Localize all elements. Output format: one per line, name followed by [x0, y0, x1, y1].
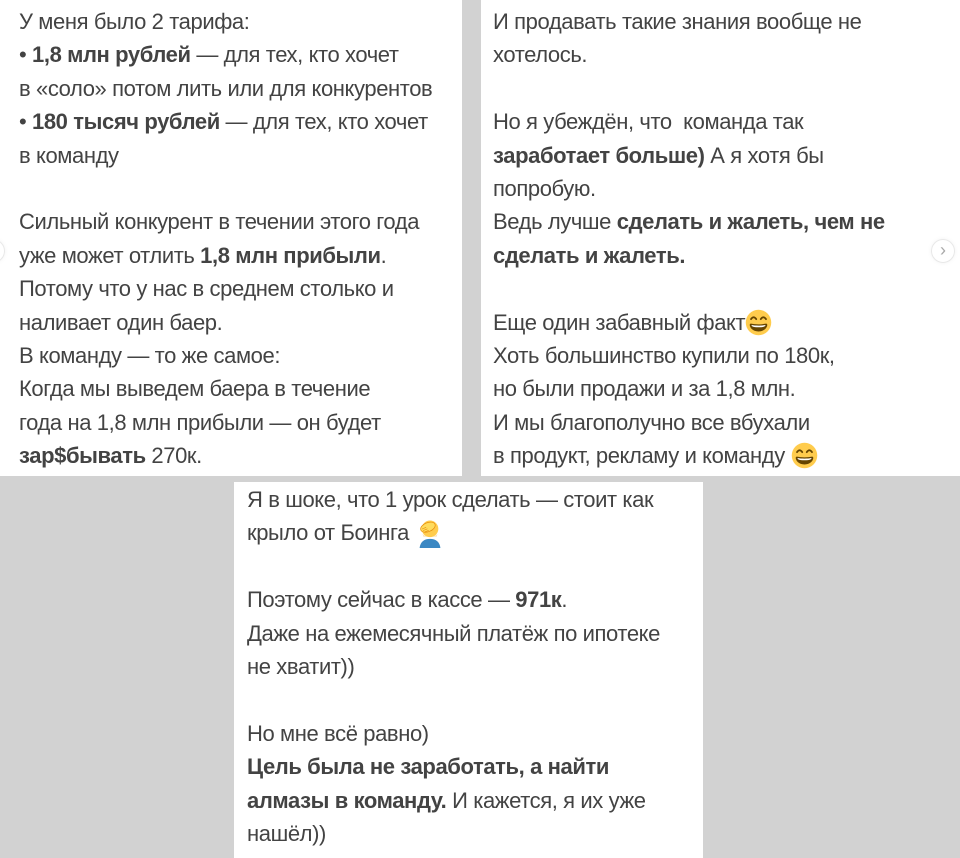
- text-line: [493, 38, 960, 71]
- text-run: наливает один баер.: [19, 309, 223, 335]
- text-line: [493, 306, 960, 339]
- text-run: но были продажи и за 1,8 млн.: [493, 376, 796, 402]
- text-run: нашёл)): [247, 820, 326, 846]
- text-run: .: [561, 587, 568, 613]
- text-line: [493, 439, 960, 472]
- text-line: [19, 38, 462, 71]
- bold-text-run: 180 тысяч рублей: [32, 109, 220, 135]
- text-line: [247, 750, 703, 783]
- text-run: Даже на ежемесячный платёж по ипотеке: [247, 620, 660, 646]
- top-right-text-block: [481, 0, 960, 472]
- screenshot-card-bottom: [234, 482, 703, 858]
- bold-text-run: зар$бывать: [19, 443, 146, 469]
- text-run: в «соло» потом лить или для конкурентов: [19, 75, 433, 101]
- text-line: [493, 105, 960, 138]
- text-run: в команду: [19, 142, 119, 168]
- text-run: не хватит)): [247, 653, 355, 679]
- text-line: [19, 172, 462, 205]
- chevron-right-icon: ›: [940, 240, 946, 260]
- text-line: [19, 439, 462, 472]
- text-line: [493, 172, 960, 205]
- screenshot-card-top-right: [481, 0, 960, 476]
- text-run: Я в шоке, что 1 урок сделать — стоит как: [247, 487, 654, 512]
- text-line: [247, 717, 703, 750]
- text-line: [19, 72, 462, 105]
- text-run: У меня было 2 тарифа:: [19, 9, 250, 34]
- bold-text-run: заработает больше): [493, 142, 705, 168]
- text-line: [19, 105, 462, 138]
- text-run: Потому что у нас в среднем столько и: [19, 276, 394, 302]
- text-run: уже может отлить: [19, 242, 201, 268]
- grin-emoji: [791, 442, 818, 469]
- text-run: хотелось.: [493, 42, 588, 68]
- text-run: Хоть большинство купили по 180к,: [493, 342, 835, 368]
- text-run: года на 1,8 млн прибыли — он будет: [19, 409, 381, 435]
- text-run: — для тех, кто хочет: [190, 42, 399, 68]
- screenshot-card-top-left: [0, 0, 462, 476]
- bold-text-run: 971к: [515, 587, 562, 613]
- text-line: [19, 372, 462, 405]
- man-facepalming-emoji: [415, 518, 445, 548]
- bold-text-run: сделать и жалеть.: [493, 242, 686, 268]
- text-line: [247, 784, 703, 817]
- text-line: [247, 617, 703, 650]
- text-run: И мы благополучно все вбухали: [493, 409, 810, 435]
- text-line: [19, 205, 462, 238]
- bottom-text-block: [234, 482, 703, 850]
- text-run: И кажется, я их уже: [446, 787, 646, 813]
- text-line: [493, 72, 960, 105]
- text-line: [19, 339, 462, 372]
- carousel-next-button[interactable]: [931, 239, 955, 263]
- text-line: [19, 306, 462, 339]
- text-line: [19, 139, 462, 172]
- text-run: •: [19, 109, 33, 135]
- text-line: [247, 683, 703, 716]
- text-run: И продавать такие знания вообще не: [493, 9, 862, 34]
- text-line: [19, 5, 462, 38]
- text-line: [247, 550, 703, 583]
- text-run: Поэтому сейчас в кассе —: [247, 587, 516, 613]
- grin-emoji: [745, 309, 772, 336]
- text-line: [247, 516, 703, 549]
- text-line: [493, 339, 960, 372]
- top-left-text-block: [0, 0, 462, 472]
- text-line: [493, 239, 960, 272]
- text-run: .: [380, 242, 387, 268]
- bold-text-run: 1,8 млн рублей: [32, 42, 191, 68]
- text-run: в продукт, рекламу и команду: [493, 443, 791, 469]
- text-run: Ведь лучше: [493, 209, 617, 235]
- text-line: [493, 5, 960, 38]
- text-line: [19, 272, 462, 305]
- text-line: [247, 650, 703, 683]
- bold-text-run: сделать и жалеть, чем не: [616, 209, 885, 235]
- bold-text-run: Цель была не заработать, а найти: [247, 754, 609, 780]
- text-line: [493, 372, 960, 405]
- text-line: [493, 205, 960, 238]
- text-run: попробую.: [493, 175, 596, 201]
- text-run: крыло от Боинга: [247, 520, 415, 546]
- text-run: — для тех, кто хочет: [219, 109, 428, 135]
- bold-text-run: алмазы в команду.: [247, 787, 447, 813]
- text-run: 270к.: [145, 443, 202, 469]
- text-line: [493, 272, 960, 305]
- text-line: [247, 817, 703, 850]
- text-line: [493, 139, 960, 172]
- text-line: [493, 406, 960, 439]
- text-run: Когда мы выведем баера в течение: [19, 376, 371, 402]
- text-run: В команду — то же самое:: [19, 342, 281, 368]
- text-run: Но я убеждён, что команда так: [493, 109, 804, 135]
- text-run: •: [19, 42, 33, 68]
- text-line: [247, 583, 703, 616]
- text-run: А я хотя бы: [704, 142, 824, 168]
- text-run: Сильный конкурент в течении этого года: [19, 209, 420, 235]
- text-line: [19, 239, 462, 272]
- text-run: Но мне всё равно): [247, 720, 429, 746]
- bold-text-run: 1,8 млн прибыли: [200, 242, 381, 268]
- text-line: [247, 483, 703, 516]
- text-line: [19, 406, 462, 439]
- text-run: Еще один забавный факт: [493, 309, 746, 335]
